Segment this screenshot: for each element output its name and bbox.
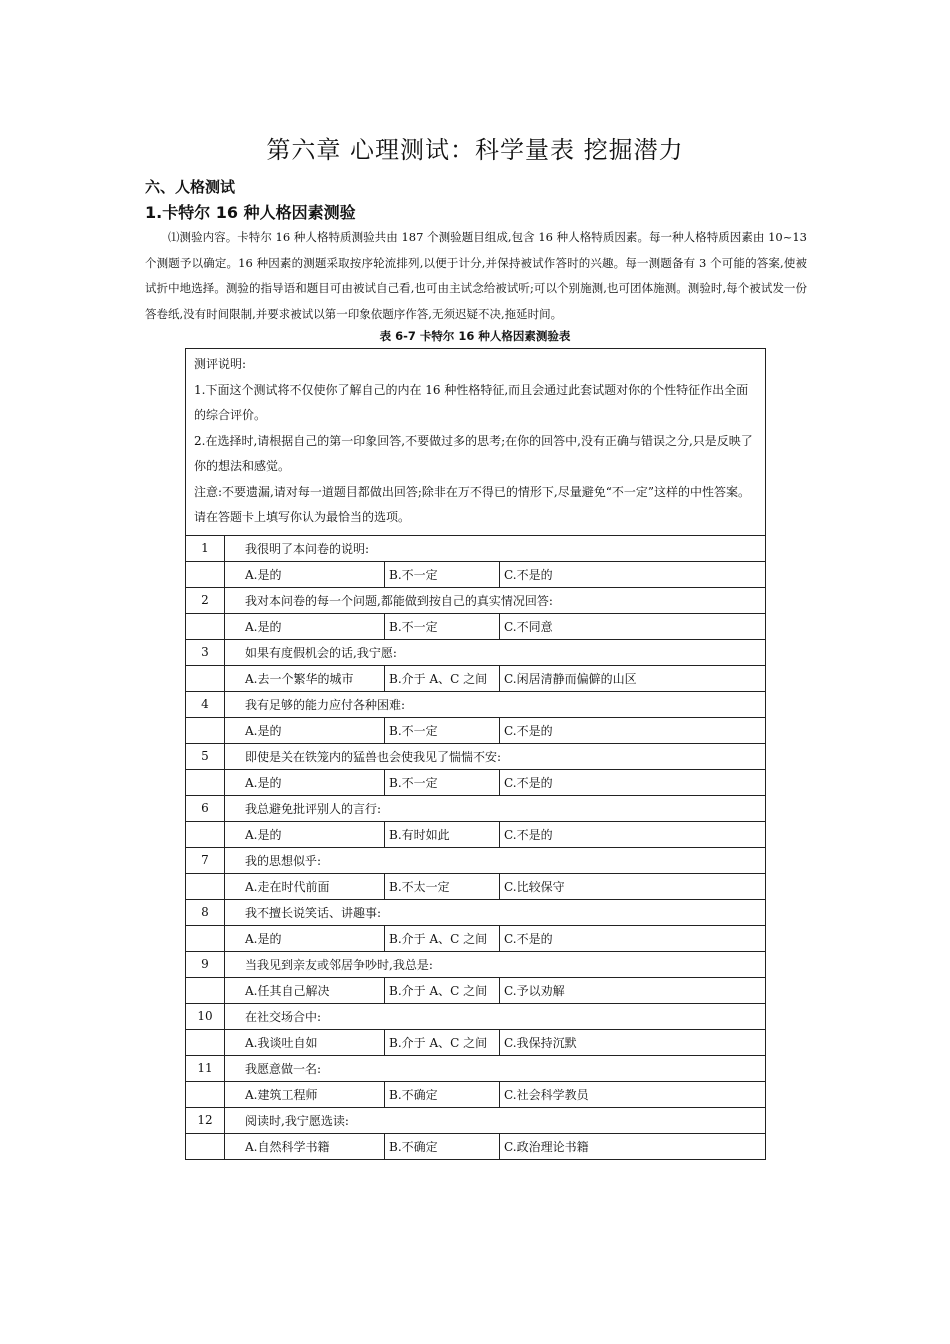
- question-row: [186, 1003, 766, 1029]
- question-text: 在社交场合中:: [225, 1003, 766, 1029]
- notes-cell: [186, 349, 766, 536]
- question-number: 3: [186, 639, 225, 665]
- empty-cell: [186, 1081, 225, 1107]
- option-c: C.不是的: [500, 925, 766, 951]
- question-row: [186, 1107, 766, 1133]
- question-text: 我很明了本问卷的说明:: [225, 535, 766, 561]
- question-row: [186, 535, 766, 561]
- options-row: [186, 925, 766, 951]
- question-row: [186, 743, 766, 769]
- question-row: [186, 795, 766, 821]
- option-a: A.是的: [225, 717, 385, 743]
- intro-paragraph: ⑴测验内容。卡特尔 16 种人格特质测验共由 187 个测验题目组成,包含 16 种人格特质因素。每一种人格特质因素由 10~13 个测题予以确定。16 种因素的测题采取按序轮流排列,以便于计分,并保持被试作答时的兴趣。每一测题备有 3 个可能的答案,使被试折中地选择。测验的指导语和题目可由被试自己看,也可由主试念给被试听;可以个别施测,也可团体施测。测验时,每个被试发一份答卷纸,没有时间限制,并要求被试以第一印象依题序作答,无须迟疑不决,拖延时间。: [145, 230, 807, 321]
- option-b: B.不一定: [385, 613, 500, 639]
- option-b: B.不一定: [385, 561, 500, 587]
- page-title: 第六章 心理测试：科学量表 挖掘潜力: [266, 136, 684, 164]
- option-a: A.我谈吐自如: [225, 1029, 385, 1055]
- question-text: 当我见到亲友或邻居争吵时,我总是:: [225, 951, 766, 977]
- empty-cell: [186, 977, 225, 1003]
- option-b: B.不确定: [385, 1081, 500, 1107]
- option-a: A.是的: [225, 925, 385, 951]
- notes-line: 1.下面这个测试将不仅使你了解自己的内在 16 种性格特征,而且会通过此套试题对你的个性特征作出全面的综合评价。: [194, 382, 749, 422]
- subsection-heading: 1.卡特尔 16 种人格因素测验: [145, 203, 356, 222]
- question-number: 9: [186, 951, 225, 977]
- option-a: A.是的: [225, 769, 385, 795]
- question-number: 4: [186, 691, 225, 717]
- empty-cell: [186, 717, 225, 743]
- question-number: 11: [186, 1055, 225, 1081]
- question-row: [186, 847, 766, 873]
- question-row: [186, 899, 766, 925]
- options-row: [186, 1133, 766, 1159]
- option-c: C.不是的: [500, 717, 766, 743]
- option-b: B.介于 A、C 之间: [385, 1029, 500, 1055]
- question-number: 8: [186, 899, 225, 925]
- question-row: [186, 587, 766, 613]
- option-b: B.介于 A、C 之间: [385, 977, 500, 1003]
- question-text: 我总避免批评别人的言行:: [225, 795, 766, 821]
- question-text: 即使是关在铁笼内的猛兽也会使我见了惴惴不安:: [225, 743, 766, 769]
- question-number: 5: [186, 743, 225, 769]
- question-number: 12: [186, 1107, 225, 1133]
- option-c: C.我保持沉默: [500, 1029, 766, 1055]
- question-row: [186, 1055, 766, 1081]
- question-text: 我不擅长说笑话、讲趣事:: [225, 899, 766, 925]
- option-b: B.不一定: [385, 717, 500, 743]
- notes-line: 2.在选择时,请根据自己的第一印象回答,不要做过多的思考;在你的回答中,没有正确与错误之分,只是反映了你的想法和感觉。: [194, 433, 753, 473]
- question-text: 我愿意做一名:: [225, 1055, 766, 1081]
- empty-cell: [186, 1133, 225, 1159]
- option-c: C.不是的: [500, 769, 766, 795]
- question-text: 我有足够的能力应付各种困难:: [225, 691, 766, 717]
- options-row: [186, 665, 766, 691]
- questionnaire-table: [185, 348, 766, 1160]
- empty-cell: [186, 613, 225, 639]
- option-c: C.予以劝解: [500, 977, 766, 1003]
- option-b: B.不确定: [385, 1133, 500, 1159]
- options-row: [186, 613, 766, 639]
- notes-row: [186, 349, 766, 536]
- option-c: C.闲居清静而偏僻的山区: [500, 665, 766, 691]
- empty-cell: [186, 925, 225, 951]
- question-number: 7: [186, 847, 225, 873]
- section-heading: 六、人格测试: [145, 178, 236, 196]
- question-text: 我对本问卷的每一个问题,都能做到按自己的真实情况回答:: [225, 587, 766, 613]
- empty-cell: [186, 769, 225, 795]
- empty-cell: [186, 1029, 225, 1055]
- option-b: B.介于 A、C 之间: [385, 665, 500, 691]
- option-c: C.不是的: [500, 561, 766, 587]
- options-row: [186, 769, 766, 795]
- option-a: A.是的: [225, 821, 385, 847]
- option-c: C.政治理论书籍: [500, 1133, 766, 1159]
- option-b: B.有时如此: [385, 821, 500, 847]
- option-c: C.社会科学教员: [500, 1081, 766, 1107]
- option-a: A.是的: [225, 613, 385, 639]
- notes-line: 注意:不要遗漏,请对每一道题目都做出回答;除非在万不得已的情形下,尽量避免“不一定”这样的中性答案。请在答题卡上填写你认为最恰当的选项。: [194, 484, 750, 524]
- intro-text: [145, 225, 807, 327]
- option-b: B.介于 A、C 之间: [385, 925, 500, 951]
- options-row: [186, 561, 766, 587]
- option-a: A.去一个繁华的城市: [225, 665, 385, 691]
- option-a: A.任其自己解决: [225, 977, 385, 1003]
- question-number: 1: [186, 535, 225, 561]
- options-row: [186, 717, 766, 743]
- option-c: C.比较保守: [500, 873, 766, 899]
- empty-cell: [186, 665, 225, 691]
- option-b: B.不太一定: [385, 873, 500, 899]
- question-number: 2: [186, 587, 225, 613]
- question-row: [186, 639, 766, 665]
- option-a: A.建筑工程师: [225, 1081, 385, 1107]
- options-row: [186, 873, 766, 899]
- option-b: B.不一定: [385, 769, 500, 795]
- options-row: [186, 821, 766, 847]
- option-a: A.是的: [225, 561, 385, 587]
- empty-cell: [186, 873, 225, 899]
- question-row: [186, 691, 766, 717]
- question-row: [186, 951, 766, 977]
- notes-heading: 测评说明:: [194, 357, 247, 371]
- table-caption: 表 6-7 卡特尔 16 种人格因素测验表: [379, 329, 571, 343]
- option-c: C.不是的: [500, 821, 766, 847]
- option-c: C.不同意: [500, 613, 766, 639]
- question-text: 阅读时,我宁愿选读:: [225, 1107, 766, 1133]
- question-number: 6: [186, 795, 225, 821]
- option-a: A.自然科学书籍: [225, 1133, 385, 1159]
- empty-cell: [186, 821, 225, 847]
- question-number: 10: [186, 1003, 225, 1029]
- options-row: [186, 1081, 766, 1107]
- options-row: [186, 1029, 766, 1055]
- question-text: 如果有度假机会的话,我宁愿:: [225, 639, 766, 665]
- empty-cell: [186, 561, 225, 587]
- option-a: A.走在时代前面: [225, 873, 385, 899]
- question-text: 我的思想似乎:: [225, 847, 766, 873]
- options-row: [186, 977, 766, 1003]
